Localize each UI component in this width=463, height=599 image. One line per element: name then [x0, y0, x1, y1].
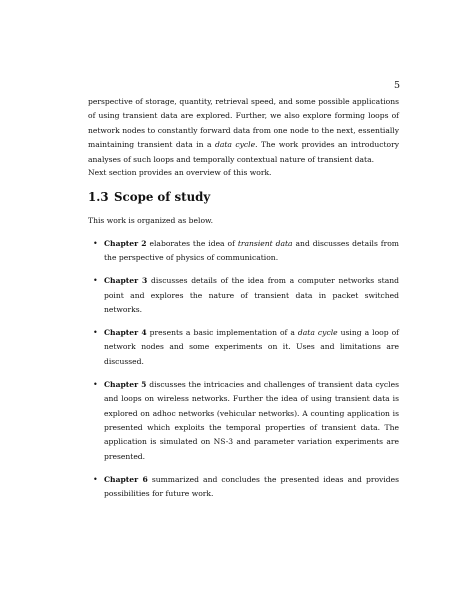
- chapter-list-item: [88, 326, 399, 369]
- intro-emphasis: data cycle.: [214, 140, 258, 150]
- intro-text-part1: perspective of storage, quantity, retrieval speed, and some possible applications of using transient data are explored. Further, we also explore forming loops of network nodes to constantly forward data from one node to the next, essentially maintaining transient data in a: [88, 97, 399, 150]
- intro-paragraph: [88, 95, 399, 167]
- bullet-icon: •: [93, 474, 98, 484]
- organization-paragraph: This work is organized as below.: [88, 216, 214, 225]
- bullet-icon: •: [93, 276, 98, 286]
- chapter-description: discusses details of the idea from a computer networks stand point and explores the nature of transient data in packet switched networks.: [104, 276, 399, 315]
- section-title: Scope of study: [114, 190, 211, 204]
- chapter-name: Chapter 3: [104, 276, 148, 286]
- chapter-description: summarized and concludes the presented ideas and provides possibilities for future work.: [104, 474, 399, 499]
- chapter-emphasis: transient data: [237, 239, 293, 248]
- chapter-description: discusses the intricacies and challenges of transient data cycles and loops on wireless networks. Further the idea of using transient data is explored on adhoc networks (vehicular networks). A counting application is presented which exploits the temporal properties of transient data. The application is simulated on NS-3 and parameter variation experiments are presented.: [104, 379, 399, 461]
- chapter-name: Chapter 4: [104, 328, 147, 338]
- chapter-description-end: and discusses details from the perspective of physics of communication.: [104, 239, 399, 263]
- chapter-list-item: [88, 473, 399, 502]
- chapter-name: Chapter 2: [104, 239, 147, 248]
- chapter-description: elaborates the idea of: [146, 239, 238, 248]
- intro-text-part2: The work provides an introductory analyses of such loops and temporally contextual nature of transient data.: [88, 140, 400, 164]
- chapter-list-item: [88, 378, 399, 464]
- chapter-list: [88, 237, 399, 510]
- section-heading: [88, 190, 210, 204]
- chapter-description-end: using a loop of network nodes and some experiments on it. Uses and limitations are discussed.: [104, 328, 399, 366]
- bullet-icon: •: [93, 379, 98, 389]
- section-number: 1.3: [88, 190, 109, 204]
- bullet-icon: •: [93, 328, 98, 338]
- chapter-emphasis: data cycle: [297, 328, 338, 338]
- chapter-name: Chapter 5: [104, 379, 147, 389]
- bullet-icon: •: [93, 239, 98, 248]
- next-section-paragraph: Next section provides an overview of this work.: [88, 168, 272, 177]
- chapter-description: presents a basic implementation of a: [146, 328, 298, 338]
- chapter-list-item: [88, 274, 399, 317]
- page-number: 5: [393, 80, 400, 91]
- chapter-list-item: [88, 237, 399, 266]
- chapter-name: Chapter 6: [104, 474, 148, 484]
